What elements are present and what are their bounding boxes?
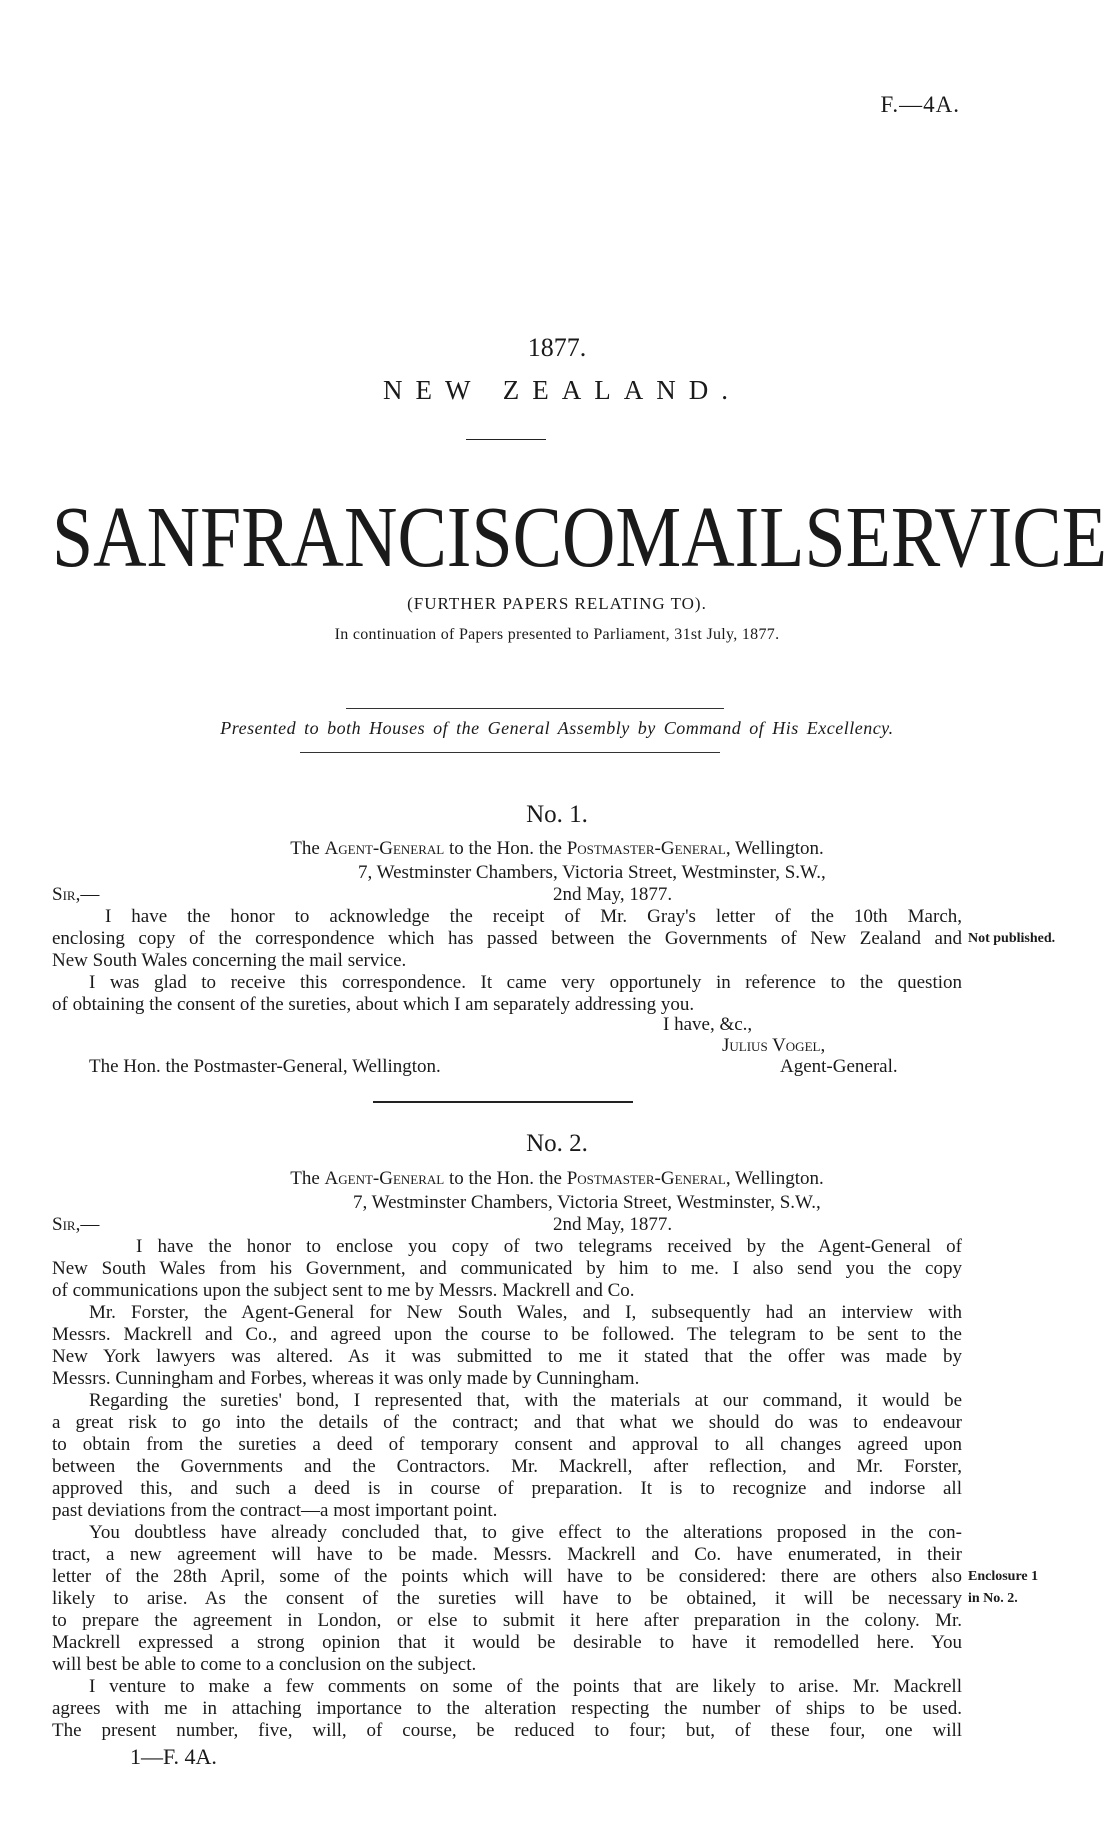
line-text: New South Wales from his Government, and communicated by him to me. I also send you the copy (52, 1258, 962, 1279)
body-line (105, 907, 962, 926)
title-word: MAIL (615, 489, 805, 587)
heading-text: The (290, 1168, 325, 1189)
letter-date: 2nd May, 1877. (553, 1214, 673, 1235)
divider-rule (346, 708, 724, 709)
salutation: Sir,— (52, 1214, 100, 1235)
line-text: likely to arise. As the consent of the sureties will have to be obtained, it will be necessary (52, 1588, 962, 1609)
title-word: SERVICE (804, 489, 1107, 587)
document-subtitle: (FURTHER PAPERS RELATING TO). (407, 594, 707, 613)
heading-text: to the Hon. the (444, 1168, 567, 1189)
continuation-note: In continuation of Papers presented to Parliament, 31st July, 1877. (334, 626, 780, 643)
page-reference: F.—4A. (880, 92, 960, 117)
body-line (52, 1281, 635, 1300)
line-text: letter of the 28th April, some of the points which will have to be considered: there are others also (52, 1566, 962, 1587)
line-text: Messrs. Mackrell and Co., and agreed upon the course to be followed. The telegram to be sent to the (52, 1324, 962, 1345)
title-word: SAN (52, 489, 201, 587)
line-text: I have the honor to enclose you copy of two telegrams received by the Agent-General of (136, 1236, 962, 1257)
presented-line: Presented to both Houses of the General Assembly by Command of His Excellency. (220, 718, 894, 738)
heading-from: Agent-General (324, 1168, 445, 1189)
line-text: will best be able to come to a conclusion on the subject. (52, 1654, 477, 1675)
body-line (52, 1501, 497, 1520)
line-text: agrees with me in attaching importance to the alteration respecting the number of ships to be used. (52, 1698, 962, 1719)
body-line (52, 1699, 962, 1718)
body-line (52, 1633, 962, 1652)
line-text: past deviations from the contract—a most important point. (52, 1500, 498, 1521)
body-line (52, 1611, 962, 1630)
line-text: You doubtless have already concluded that, to give effect to the alterations proposed in the con- (89, 1522, 962, 1543)
line-text: enclosing copy of the correspondence which has passed between the Governments of New Zealand and (52, 928, 962, 949)
line-text: I was glad to receive this correspondence. It came very opportunely in reference to the question (89, 972, 962, 993)
body-line (52, 1413, 962, 1432)
document-title (52, 489, 1107, 587)
divider-rule (300, 752, 720, 753)
body-line (52, 1435, 962, 1454)
heading-from: Agent-General (324, 838, 445, 859)
body-line (89, 1523, 962, 1542)
heading-text: The (290, 838, 325, 859)
body-line (89, 1677, 962, 1696)
line-text: a great risk to go into the details of the contract; and that what we should do was to endeavour (52, 1412, 962, 1433)
letter-address: 7, Westminster Chambers, Victoria Street, Westminster, S.W., (358, 862, 826, 883)
line-text: The present number, five, will, of course, be reduced to four; but, of these four, one will (52, 1720, 962, 1741)
document-year: 1877. (527, 333, 587, 362)
signature-mark: 1—F. 4A. (130, 1744, 217, 1769)
line-text: I have the honor to acknowledge the receipt of Mr. Gray's letter of the 10th March, (105, 906, 962, 927)
signature-title: Agent-General. (780, 1056, 898, 1077)
line-text: Messrs. Cunningham and Forbes, whereas it was only made by Cunningham. (52, 1368, 640, 1389)
heading-to: Postmaster-General (566, 1168, 726, 1189)
line-text: between the Governments and the Contractors. Mr. Mackrell, after reflection, and Mr. Forster, (52, 1456, 962, 1477)
line-text: Mackrell expressed a strong opinion that it would be desirable to have it remodelled here. You (52, 1632, 962, 1653)
divider-rule (373, 1101, 633, 1103)
salutation: Sir,— (52, 884, 100, 905)
letter-address: 7, Westminster Chambers, Victoria Street, Westminster, S.W., (353, 1192, 821, 1213)
body-line (52, 1325, 962, 1344)
divider-rule (466, 439, 546, 440)
margin-note: in No. 2. (968, 1591, 1018, 1606)
letter-heading (0, 839, 1114, 858)
line-text: Regarding the sureties' bond, I represented that, with the materials at our command, it would be (89, 1390, 962, 1411)
closing: I have, &c., (663, 1014, 753, 1035)
body-line (52, 1457, 962, 1476)
body-line (136, 1237, 962, 1256)
line-text: of communications upon the subject sent to me by Messrs. Mackrell and Co. (52, 1280, 635, 1301)
line-text: tract, a new agreement will have to be made. Messrs. Mackrell and Co. have enumerated, in their (52, 1544, 962, 1565)
body-line (52, 1589, 962, 1608)
body-line (52, 1369, 639, 1388)
line-text: of obtaining the consent of the sureties, about which I am separately addressing you. (52, 994, 695, 1015)
heading-to: Postmaster-General (566, 838, 726, 859)
margin-note: Not published. (968, 931, 1056, 946)
line-text: New South Wales concerning the mail service. (52, 950, 407, 971)
letter-number: No. 2. (526, 1130, 588, 1157)
heading-text: to the Hon. the (444, 838, 567, 859)
line-text: to obtain from the sureties a deed of temporary consent and approval to all changes agreed upon (52, 1434, 962, 1455)
body-line (52, 995, 694, 1014)
body-line (52, 929, 962, 948)
line-text: New York lawyers was altered. As it was submitted to me it stated that the offer was made by (52, 1346, 962, 1367)
addressee: The Hon. the Postmaster-General, Wellington. (89, 1056, 441, 1077)
line-text: Mr. Forster, the Agent-General for New South Wales, and I, subsequently had an interview with (89, 1302, 962, 1323)
body-line (89, 1303, 962, 1322)
signature: Julius Vogel, (722, 1035, 826, 1056)
body-line (52, 1347, 962, 1366)
line-text: to prepare the agreement in London, or else to submit it here after preparation in the colony. Mr. (52, 1610, 962, 1631)
document-country: NEW ZEALAND. (383, 375, 741, 405)
body-line (52, 1259, 962, 1278)
body-line (52, 1545, 962, 1564)
letter-number: No. 1. (526, 801, 588, 828)
line-text: I venture to make a few comments on some of the points that are likely to arise. Mr. Mackrell (89, 1676, 962, 1697)
body-line (89, 1391, 962, 1410)
title-word: FRANCISCO (200, 489, 616, 587)
body-line (52, 1567, 962, 1586)
body-line (52, 1479, 962, 1498)
body-line (89, 973, 962, 992)
margin-note: Enclosure 1 (968, 1569, 1039, 1584)
letter-date: 2nd May, 1877. (553, 884, 673, 905)
body-line (52, 951, 406, 970)
letter-heading (0, 1169, 1114, 1188)
heading-text: , Wellington. (725, 1168, 824, 1189)
body-line (52, 1721, 962, 1740)
body-line (52, 1655, 476, 1674)
heading-text: , Wellington. (725, 838, 824, 859)
line-text: approved this, and such a deed is in course of preparation. It is to recognize and indorse all (52, 1478, 962, 1499)
